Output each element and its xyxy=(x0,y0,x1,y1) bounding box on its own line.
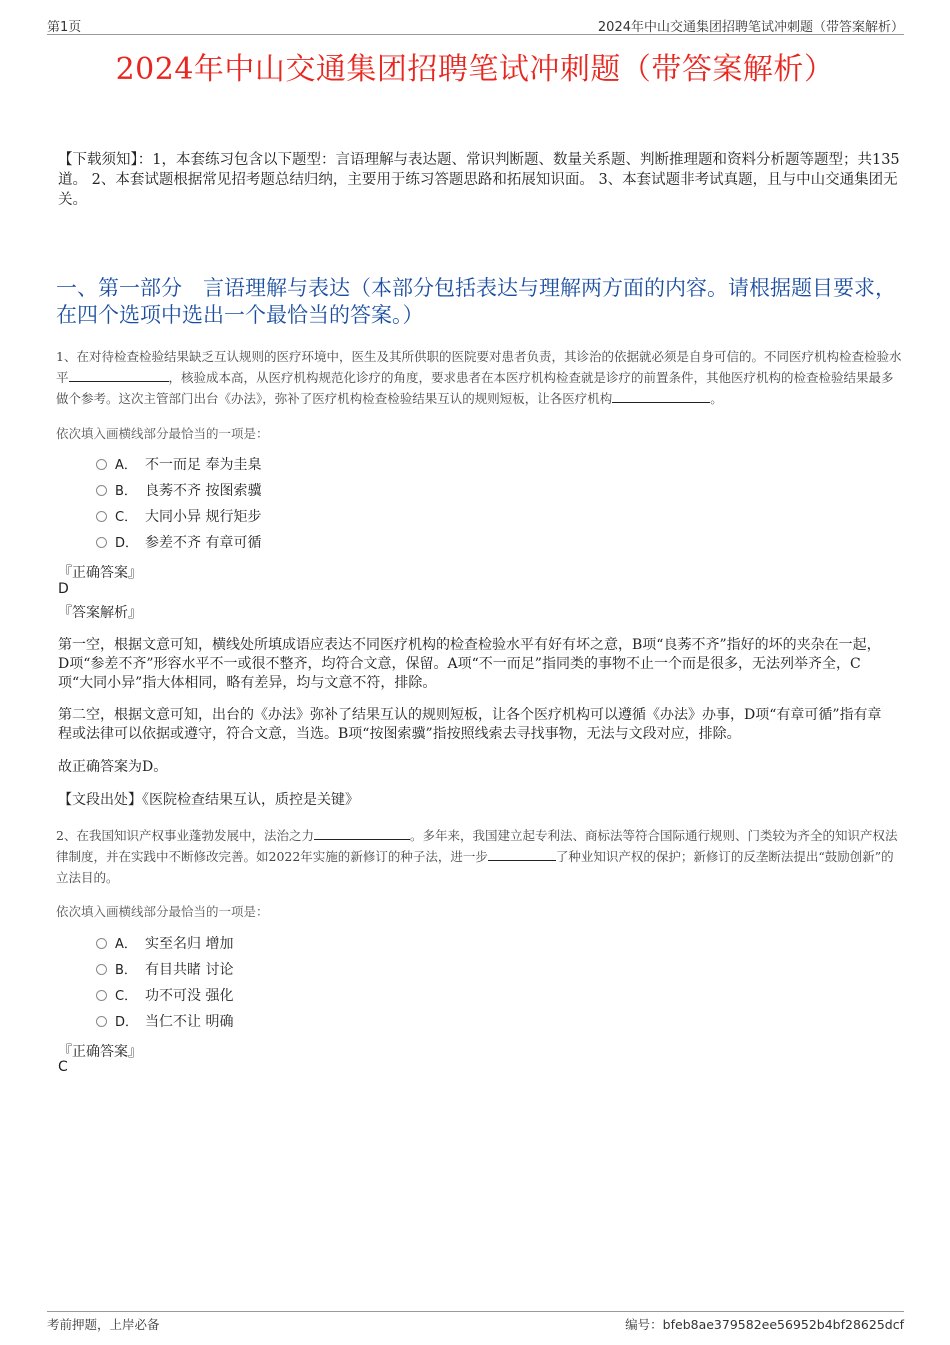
question-1-prompt: 依次填入画横线部分最恰当的一项是： xyxy=(56,426,269,441)
radio-icon[interactable] xyxy=(96,1016,107,1027)
radio-icon[interactable] xyxy=(96,990,107,1001)
option-c[interactable]: C． 功不可没 强化 xyxy=(96,983,233,1009)
answer-blank xyxy=(314,825,410,840)
radio-icon[interactable] xyxy=(96,511,107,522)
section-title: 一、第一部分 言语理解与表达（本部分包括表达与理解两方面的内容。请根据题目要求，在四个选项中选出一个最恰当的答案。） xyxy=(56,276,896,327)
document-title: 2024年中山交通集团招聘笔试冲刺题（带答案解析） xyxy=(115,52,835,87)
page-header xyxy=(47,14,904,35)
option-c[interactable]: C． 大同小异 规行矩步 xyxy=(96,504,261,530)
option-d[interactable]: D． 参差不齐 有章可循 xyxy=(96,530,261,556)
page-number: 第1页 xyxy=(47,20,82,35)
option-b[interactable]: B． 良莠不齐 按图索骥 xyxy=(96,478,261,504)
radio-icon[interactable] xyxy=(96,485,107,496)
answer-blank xyxy=(488,846,556,861)
source-citation: 【文段出处】《医院检查结果互认，质控是关键》 xyxy=(58,792,359,808)
question-2-text: 2、在我国知识产权事业蓬勃发展中，法治之力 。多年来，我国建立起专利法、商标法等符合国际通行规则、门类较为齐全的知识产权法律制度，并在实践中不断修改完善。如2022年实施的新修订的种子法，进一步 了种业知识产权的保护；新修订的反垄断法提出“鼓励创新”的立法目的。 xyxy=(56,825,906,888)
option-d[interactable]: D． 当仁不让 明确 xyxy=(96,1009,233,1035)
option-a[interactable]: A． 实至名归 增加 xyxy=(96,931,233,957)
question-1-text: 1、在对待检查检验结果缺乏互认规则的医疗环境中，医生及其所供职的医院要对患者负责，其诊治的依据就必须是自身可信的。不同医疗机构检查检验水平 ，核验成本高，从医疗机构规范化诊疗的角度，要求患者在本医疗机构检查就是诊疗的前置条件，其他医疗机构的检查检验结果最多做个参考。这次主管部门出台《办法》，弥补了医疗机构检查检验结果互认的规则短板，让各医疗机构 。 xyxy=(56,349,902,406)
radio-icon[interactable] xyxy=(96,964,107,975)
radio-icon[interactable] xyxy=(96,938,107,949)
analysis-conclusion: 故正确答案为D。 xyxy=(58,759,168,775)
question-2-prompt: 依次填入画横线部分最恰当的一项是： xyxy=(56,904,269,919)
analysis-paragraph-2: 第二空，根据文意可知，出台的《办法》弥补了结果互认的规则短板，让各个医疗机构可以遵循《办法》办事，D项“有章可循”指有章程或法律可以依据或遵守，符合文意，当选。B项“按图索骥”指按照线索去寻找事物，无法与文段对应，排除。 xyxy=(58,707,882,742)
analysis-paragraph-1: 第一空，根据文意可知，横线处所填成语应表达不同医疗机构的检查检验水平有好有坏之意，B项“良莠不齐”指好的坏的夹杂在一起，D项“参差不齐”形容水平不一或很不整齐，均符合文意，保留。A项“不一而足”指同类的事物不止一个而是很多，无法列举齐全，C项“大同小异”指大体相同，略有差异，均与文意不符，排除。 xyxy=(58,637,881,691)
header-doc-title: 2024年中山交通集团招聘笔试冲刺题（带答案解析） xyxy=(597,20,904,35)
radio-icon[interactable] xyxy=(96,537,107,548)
download-notice: 【下载须知】：1，本套练习包含以下题型：言语理解与表达题、常识判断题、数量关系题、判断推理题和资料分析题等题型；共135道。 2、本套试题根据常见招考题总结归纳，主要用于练习答题思路和拓展知识面。 3、本套试题非考试真题，且与中山交通集团无关。 xyxy=(58,152,900,208)
option-b[interactable]: B． 有目共睹 讨论 xyxy=(96,957,233,983)
footer-slogan: 考前押题，上岸必备 xyxy=(47,1317,160,1332)
answer-blank xyxy=(69,367,169,382)
correct-answer-label: 『正确答案』 xyxy=(58,565,142,581)
question-1-options xyxy=(96,452,261,556)
correct-answer: C xyxy=(58,1059,68,1075)
analysis-label: 『答案解析』 xyxy=(58,605,142,621)
radio-icon[interactable] xyxy=(96,459,107,470)
option-a[interactable]: A． 不一而足 奉为圭臬 xyxy=(96,452,261,478)
question-2-options xyxy=(96,931,233,1035)
correct-answer-label: 『正确答案』 xyxy=(58,1044,142,1060)
answer-blank xyxy=(612,388,710,403)
correct-answer: D xyxy=(58,581,69,597)
page-footer xyxy=(47,1311,904,1334)
footer-code: 编号：bfeb8ae379582ee56952b4bf28625dcf xyxy=(625,1317,904,1332)
